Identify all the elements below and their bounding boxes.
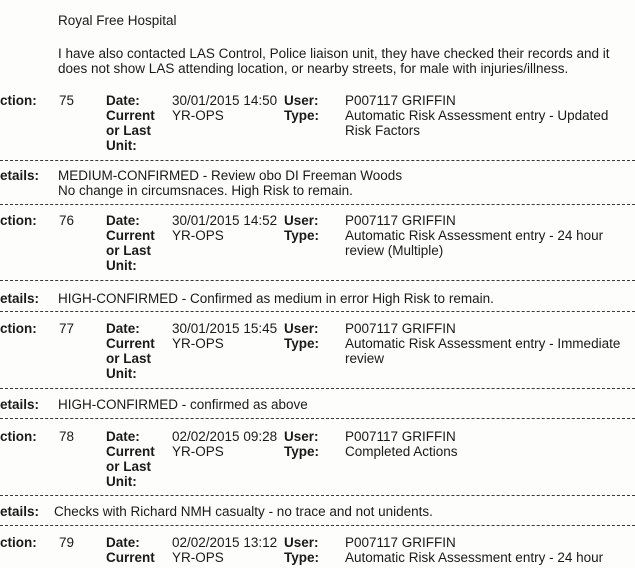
current-label: Current xyxy=(106,550,155,565)
separator-rule xyxy=(0,204,635,205)
date-label: Date: xyxy=(106,213,140,228)
type-label: Type: xyxy=(284,444,320,459)
date-label: Date: xyxy=(106,535,140,550)
entry-datetime: 02/02/2015 13:12 xyxy=(172,535,278,550)
user-label: User: xyxy=(284,321,319,336)
entry-unit: YR-OPS xyxy=(172,550,224,565)
details-label: etails: xyxy=(0,291,40,306)
type-label: Type: xyxy=(284,108,320,123)
separator-rule xyxy=(0,418,635,419)
details-line2: No change in circumsnaces. High Risk to remain. xyxy=(58,183,353,198)
current-label: Current xyxy=(106,108,155,123)
details-line1: MEDIUM-CONFIRMED - Review obo DI Freeman Woods xyxy=(58,168,403,183)
entry-user: P007117 GRIFFIN xyxy=(345,429,456,444)
or-last-label: or Last xyxy=(106,459,152,474)
separator-rule xyxy=(0,495,635,496)
type-label: Type: xyxy=(284,550,320,565)
action-label: ction: xyxy=(0,429,37,444)
details-line1: HIGH-CONFIRMED - confirmed as above xyxy=(58,397,308,412)
entry-datetime: 30/01/2015 14:50 xyxy=(172,93,278,108)
entry-user: P007117 GRIFFIN xyxy=(345,535,456,550)
action-label: ction: xyxy=(0,321,37,336)
details-label: etails: xyxy=(0,397,40,412)
or-last-label: or Last xyxy=(106,123,152,138)
entry-type-line1: Completed Actions xyxy=(345,444,458,459)
hospital-name: Royal Free Hospital xyxy=(58,13,177,28)
details-label: etails: xyxy=(0,504,40,519)
or-last-label: or Last xyxy=(106,243,152,258)
action-label: ction: xyxy=(0,213,37,228)
separator-rule xyxy=(0,525,635,526)
unit-label: Unit: xyxy=(106,258,137,273)
entry-user: P007117 GRIFFIN xyxy=(345,321,456,336)
entry-type-line2: review xyxy=(345,351,385,366)
action-number: 78 xyxy=(59,429,75,444)
entry-user: P007117 GRIFFIN xyxy=(345,93,456,108)
entry-unit: YR-OPS xyxy=(172,228,224,243)
header-note: I have also contacted LAS Control, Police liaison unit, they have checked their records and it does not show LAS attending location, or nearby streets, for male with injuries/illness. xyxy=(58,46,610,76)
details-line1: HIGH-CONFIRMED - Confirmed as medium in error High Risk to remain. xyxy=(58,291,494,306)
current-label: Current xyxy=(106,228,155,243)
entry-unit: YR-OPS xyxy=(172,444,224,459)
details-label: etails: xyxy=(0,168,40,183)
entry-unit: YR-OPS xyxy=(172,336,224,351)
action-label: ction: xyxy=(0,93,37,108)
entry-type-line1: Automatic Risk Assessment entry - Immediate xyxy=(345,336,621,351)
unit-label: Unit: xyxy=(106,138,137,153)
entry-type-line1: Automatic Risk Assessment entry - 24 hour xyxy=(345,550,604,565)
entry-datetime: 30/01/2015 15:45 xyxy=(172,321,278,336)
entry-user: P007117 GRIFFIN xyxy=(345,213,456,228)
separator-rule xyxy=(0,311,635,312)
or-last-label: or Last xyxy=(106,351,152,366)
unit-label: Unit: xyxy=(106,366,137,381)
user-label: User: xyxy=(284,429,319,444)
unit-label: Unit: xyxy=(106,474,137,489)
user-label: User: xyxy=(284,93,319,108)
type-label: Type: xyxy=(284,336,320,351)
user-label: User: xyxy=(284,213,319,228)
entry-type-line1: Automatic Risk Assessment entry - Updated xyxy=(345,108,609,123)
entry-unit: YR-OPS xyxy=(172,108,224,123)
type-label: Type: xyxy=(284,228,320,243)
action-label: ction: xyxy=(0,535,37,550)
action-number: 75 xyxy=(59,93,75,108)
date-label: Date: xyxy=(106,93,140,108)
separator-rule xyxy=(0,388,635,389)
date-label: Date: xyxy=(106,321,140,336)
entry-type-line1: Automatic Risk Assessment entry - 24 hour xyxy=(345,228,604,243)
date-label: Date: xyxy=(106,429,140,444)
user-label: User: xyxy=(284,535,319,550)
separator-rule xyxy=(0,280,635,281)
entry-datetime: 30/01/2015 14:52 xyxy=(172,213,278,228)
entry-type-line2: review (Multiple) xyxy=(345,243,444,258)
entry-datetime: 02/02/2015 09:28 xyxy=(172,429,278,444)
current-label: Current xyxy=(106,336,155,351)
action-number: 79 xyxy=(59,535,75,550)
entry-type-line2: Risk Factors xyxy=(345,123,421,138)
action-number: 77 xyxy=(59,321,75,336)
separator-rule xyxy=(0,160,635,161)
action-number: 76 xyxy=(59,213,75,228)
current-label: Current xyxy=(106,444,155,459)
details-line1: Checks with Richard NMH casualty - no trace and not unidents. xyxy=(54,504,433,519)
